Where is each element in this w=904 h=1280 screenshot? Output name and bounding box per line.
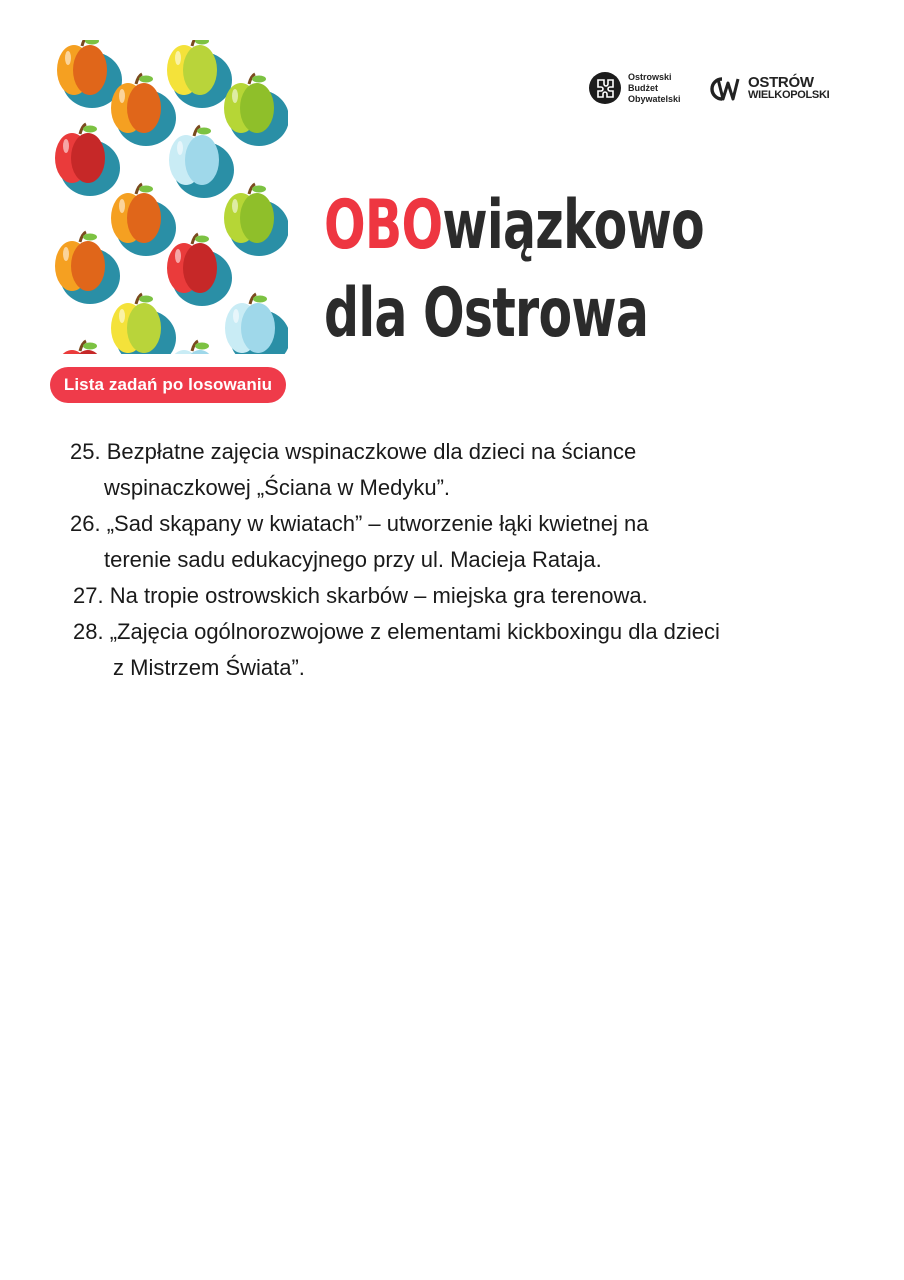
page-title [324, 182, 704, 358]
task-text: „Zajęcia ogólnorozwojowe z elementami kickboxingu dla dzieci [109, 619, 720, 644]
puzzle-logo-icon [588, 71, 622, 105]
task-item-25 [70, 434, 870, 506]
apple-icon [55, 124, 120, 196]
logo-ostrowski-budzet-obywatelski [588, 70, 681, 106]
apple-illustration [52, 40, 288, 354]
task-text-cont: wspinaczkowej „Ściana w Medyku”. [104, 475, 451, 500]
title-line2: dla Ostrowa [324, 274, 649, 353]
apple-icon [169, 126, 234, 198]
title-accent: OBO [324, 186, 443, 265]
task-text-cont: z Mistrzem Świata”. [113, 655, 305, 680]
apple-icon [111, 184, 176, 256]
task-item-28 [70, 614, 870, 686]
task-text-cont: terenie sadu edukacyjnego przy ul. Macieja Rataja. [104, 547, 602, 572]
apple-icon [224, 74, 288, 146]
apple-icon [167, 40, 232, 108]
logo-ow-line2: WIELKOPOLSKI [748, 89, 830, 101]
ow-emblem-icon [706, 73, 746, 105]
task-number: 28. [73, 619, 104, 644]
logo-obo-line2: Budżet [628, 82, 658, 93]
task-number: 25. [70, 439, 101, 464]
task-number: 26. [70, 511, 101, 536]
apple-icon [111, 294, 176, 354]
apple-icon [224, 184, 288, 256]
task-text: Na tropie ostrowskich skarbów – miejska gra terenowa. [109, 583, 648, 608]
apple-icon [57, 40, 122, 108]
logo-ow-line1: OSTRÓW [748, 74, 814, 91]
apple-icon [167, 234, 232, 306]
title-rest: wiązkowo [442, 186, 704, 265]
badge-lista-zadan [50, 367, 286, 403]
apple-icon [225, 294, 288, 354]
task-text: „Sad skąpany w kwiatach” – utworzenie łąki kwietnej na [106, 511, 649, 536]
logo-ostrow-wielkopolski [706, 72, 829, 106]
task-item-27 [70, 578, 870, 614]
logo-obo-line1: Ostrowski [628, 71, 672, 82]
apple-icon [55, 232, 120, 304]
badge-label: Lista zadań po losowaniu [63, 375, 273, 394]
task-text: Bezpłatne zajęcia wspinaczkowe dla dzieci na ściance [106, 439, 637, 464]
apple-icon [55, 341, 120, 354]
logo-obo-line3: Obywatelski [628, 93, 681, 104]
apple-icon [167, 341, 232, 354]
task-number: 27. [73, 583, 104, 608]
task-list [70, 434, 870, 686]
task-item-26 [70, 506, 870, 578]
